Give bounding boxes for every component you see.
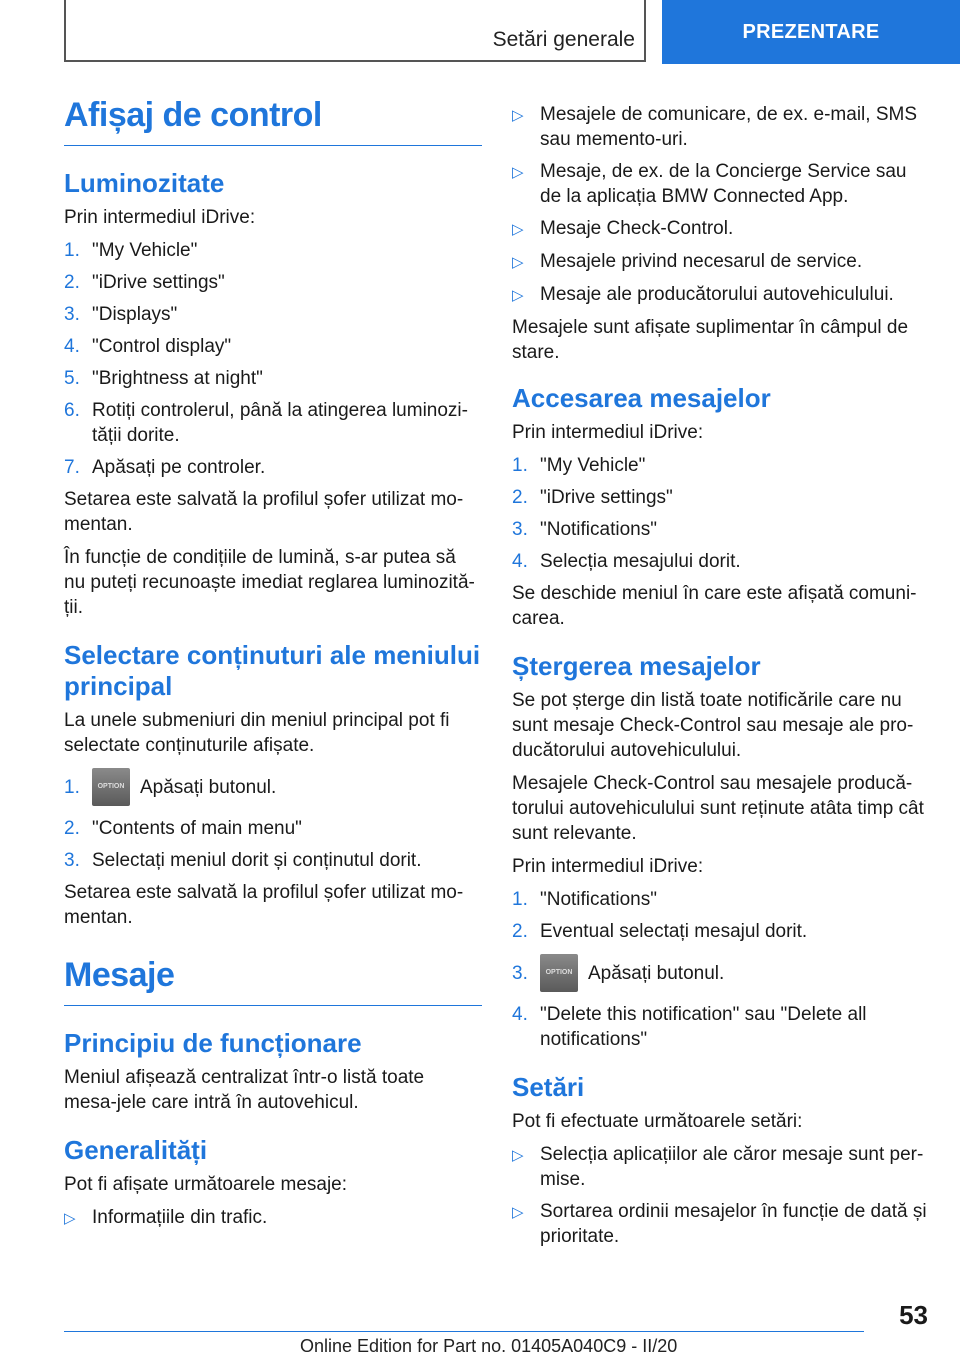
list-item: ▷ Mesaje Check-Control.: [512, 216, 930, 242]
bullet-list: [512, 1142, 930, 1249]
heading-selectare: Selectare conținuturi ale meniului principal: [64, 640, 481, 701]
bullet-triangle-icon: ▷: [512, 107, 524, 124]
section-accesarea: [512, 383, 930, 631]
paragraph: În funcție de condițiile de lumină, s-ar putea să nu puteți recunoaște imediat reglarea luminozită‐ții.: [64, 547, 475, 618]
list-item: 1. OPTION Apăsați butonul.: [64, 768, 482, 806]
tab-prezentare[interactable]: PREZENTARE: [662, 0, 960, 64]
list-item: 3. OPTION Apăsați butonul.: [512, 954, 930, 992]
list-item: 4. Selecția mesajului dorit.: [512, 551, 741, 572]
bullet-triangle-icon: ▷: [512, 254, 524, 271]
bullet-triangle-icon: ▷: [512, 287, 524, 304]
option-button-icon: OPTION: [92, 768, 130, 806]
page-number: 53: [899, 1300, 928, 1330]
intro-text: Prin intermediul iDrive:: [64, 207, 256, 228]
bullet-triangle-icon: ▷: [512, 1147, 524, 1164]
list-item: 6. Rotiți controlerul, până la atingerea luminozi‐tății dorite.: [64, 400, 468, 446]
section-stergerea: [512, 651, 930, 1052]
bullet-triangle-icon: ▷: [512, 1204, 524, 1221]
steps-list: [64, 768, 482, 873]
section-title-mesaje: Mesaje: [64, 956, 175, 994]
list-item: ▷ Mesajele privind necesarul de service.: [512, 249, 930, 275]
paragraph: Se pot șterge din listă toate notificările care nu sunt mesaje Check-Control sau mesaje ale pro‐ducătorului autovehiculului.: [512, 690, 914, 761]
heading-luminozitate: Luminozitate: [64, 168, 225, 198]
list-item: 1. "My Vehicle": [512, 455, 646, 476]
section-setari: [512, 1072, 930, 1249]
list-item: 4. "Delete this notification" sau "Delete all notifications": [512, 1004, 867, 1050]
section-selectare: [64, 640, 482, 930]
paragraph: Setarea este salvată la profilul șofer utilizat mo‐mentan.: [64, 882, 464, 928]
heading-stergerea: Ștergerea mesajelor: [512, 651, 761, 681]
paragraph: Mesajele Check-Control sau mesajele producă‐torului autovehiculului sunt reținute atâta timp cât sunt relevante.: [512, 773, 924, 844]
left-column: [64, 96, 482, 1251]
heading-accesarea: Accesarea mesajelor: [512, 383, 771, 413]
steps-list: [512, 887, 930, 1052]
right-column: [512, 102, 930, 1269]
page-title: Afișaj de control: [64, 96, 322, 134]
section-generalitati: [64, 1135, 482, 1231]
intro-text: La unele submeniuri din meniul principal pot fi selectate conținuturile afișate.: [64, 710, 450, 756]
bullet-triangle-icon: ▷: [512, 221, 524, 238]
section-luminozitate: [64, 168, 482, 620]
intro-text: Prin intermediul iDrive:: [512, 422, 704, 443]
list-item: 2. "iDrive settings": [64, 272, 225, 293]
bullet-triangle-icon: ▷: [512, 164, 524, 181]
option-button-icon: OPTION: [540, 954, 578, 992]
list-item: 3. "Displays": [64, 304, 178, 325]
list-item: 4. "Control display": [64, 336, 232, 357]
list-item: 3. "Notifications": [512, 519, 657, 540]
steps-list: [64, 238, 482, 480]
bullet-list: [512, 102, 930, 308]
list-item: ▷ Selecția aplicațiilor ale căror mesaje sunt per‐mise.: [512, 1144, 924, 1190]
heading-generalitati: Generalități: [64, 1135, 208, 1165]
footer-text: Online Edition for Part no. 01405A040C9 - II/20: [300, 1336, 678, 1356]
intro-text: Pot fi afișate următoarele mesaje:: [64, 1174, 348, 1195]
list-item: 2. Eventual selectați mesajul dorit.: [512, 921, 808, 942]
intro-text: Prin intermediul iDrive:: [512, 856, 704, 877]
list-item: ▷ Mesaje ale producătorului autovehiculului.: [512, 282, 930, 308]
list-item: 7. Apăsați pe controler.: [64, 457, 266, 478]
paragraph: Setarea este salvată la profilul șofer utilizat mo‐mentan.: [64, 489, 464, 535]
list-item: 2. "Contents of main menu": [64, 818, 302, 839]
list-item: 5. "Brightness at night": [64, 368, 263, 389]
paragraph: Mesajele sunt afișate suplimentar în câmpul de stare.: [512, 317, 909, 363]
heading-principiu: Principiu de funcționare: [64, 1028, 362, 1058]
list-item: ▷ Mesaje, de ex. de la Concierge Service sau de la aplicația BMW Connected App.: [512, 161, 907, 207]
list-item: 3. Selectați meniul dorit și conținutul dorit.: [64, 850, 422, 871]
bullet-triangle-icon: ▷: [64, 1210, 76, 1227]
list-item: ▷ Informațiile din trafic.: [64, 1205, 482, 1231]
list-item: 2. "iDrive settings": [512, 487, 673, 508]
paragraph: Se deschide meniul în care este afișată comuni‐carea.: [512, 583, 917, 629]
heading-setari: Setări: [512, 1072, 585, 1102]
list-item: 1. "My Vehicle": [64, 240, 198, 261]
paragraph: Meniul afișează centralizat într-o listă toate mesa‐jele care intră în autovehicul.: [64, 1067, 425, 1113]
steps-list: [512, 453, 930, 574]
section-principiu: [64, 1028, 482, 1115]
list-item: ▷ Mesajele de comunicare, de ex. e-mail, SMS sau memento-uri.: [512, 104, 917, 150]
list-item: ▷ Sortarea ordinii mesajelor în funcție de dată și prioritate.: [512, 1201, 927, 1247]
header-section: Setări generale: [492, 28, 635, 51]
intro-text: Pot fi efectuate următoarele setări:: [512, 1111, 803, 1132]
list-item: 1. "Notifications": [512, 889, 657, 910]
footer-divider: [64, 1331, 864, 1332]
bullet-list: [64, 1205, 482, 1231]
